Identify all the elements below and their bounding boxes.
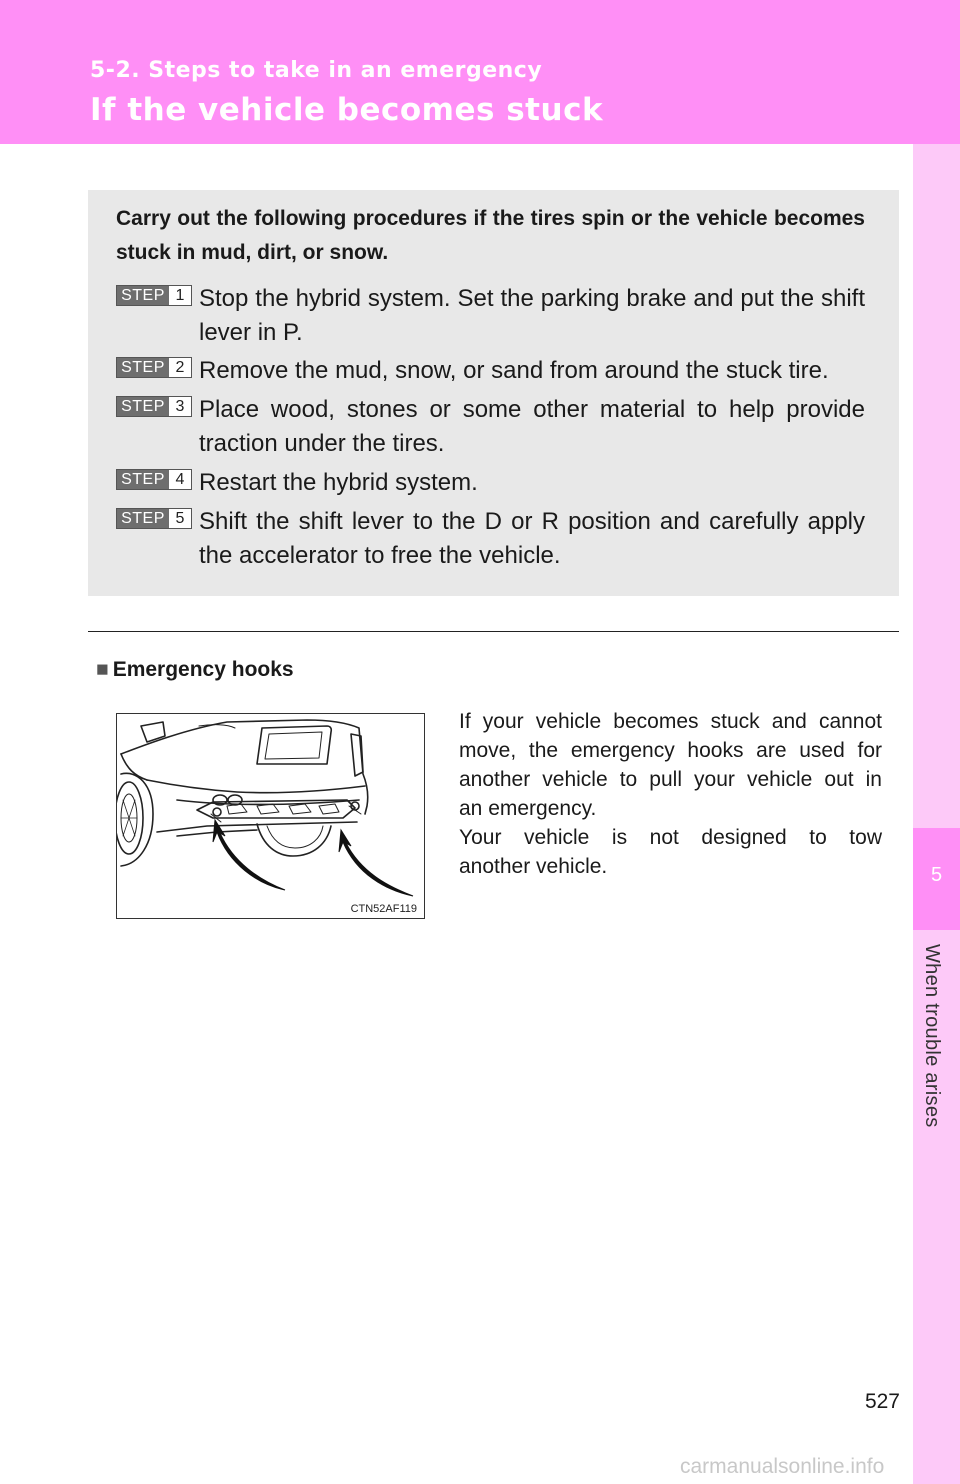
step-text: Restart the hybrid system. <box>199 469 478 496</box>
section-label: 5-2. Steps to take in an emergency <box>90 58 543 83</box>
step-word: STEP <box>117 286 169 305</box>
step-word: STEP <box>117 397 169 416</box>
step-text: Stop the hybrid system. Set the parking brake and put the shift lever in P. <box>199 285 865 346</box>
chapter-title: When trouble arises <box>921 944 943 1128</box>
watermark: carmanualsonline.info <box>680 1455 885 1478</box>
header-band <box>0 0 960 144</box>
step-badge <box>116 285 192 306</box>
step-word: STEP <box>117 358 169 377</box>
section-divider <box>88 631 899 632</box>
step-word: STEP <box>117 470 169 489</box>
step-number: 1 <box>169 286 191 305</box>
subheading-text: Emergency hooks <box>112 658 294 681</box>
procedure-intro: Carry out the following procedures if the tires spin or the vehicle becomes stuck in mud, dirt, or snow. <box>116 207 865 264</box>
step-number: 3 <box>169 397 191 416</box>
step-text: Place wood, stones or some other material to help provide traction under the tires. <box>199 396 865 457</box>
emergency-hooks-illustration <box>116 713 425 919</box>
description-line: another vehicle. <box>459 855 608 878</box>
page-title: If the vehicle becomes stuck <box>90 92 604 128</box>
step-badge <box>116 508 192 529</box>
step-number: 5 <box>169 509 191 528</box>
step-text: Remove the mud, snow, or sand from around the stuck tire. <box>199 357 829 384</box>
description-line: another vehicle to pull your vehicle out in <box>459 768 882 791</box>
description-line: an emergency. <box>459 797 597 820</box>
figure-code: CTN52AF119 <box>350 903 417 915</box>
step-number: 4 <box>169 470 191 489</box>
chapter-number: 5 <box>930 864 943 886</box>
step-text: Shift the shift lever to the D or R position and carefully apply the accelerator to free the vehicle. <box>199 508 865 569</box>
description-line: If your vehicle becomes stuck and cannot <box>459 710 882 733</box>
emergency-hooks-heading <box>96 658 294 682</box>
description-line: move, the emergency hooks are used for <box>459 739 882 762</box>
step-number: 2 <box>169 358 191 377</box>
step-word: STEP <box>117 509 169 528</box>
step-badge <box>116 469 192 490</box>
step-badge <box>116 357 192 378</box>
step-badge <box>116 396 192 417</box>
vehicle-rear-underside-drawing <box>117 714 424 918</box>
emergency-hooks-description <box>459 707 882 881</box>
bullet-square-icon: ■ <box>96 658 109 681</box>
chapter-side-tab <box>913 144 960 1484</box>
description-line: Your vehicle is not designed to tow <box>459 826 882 849</box>
page-number: 527 <box>864 1390 900 1413</box>
